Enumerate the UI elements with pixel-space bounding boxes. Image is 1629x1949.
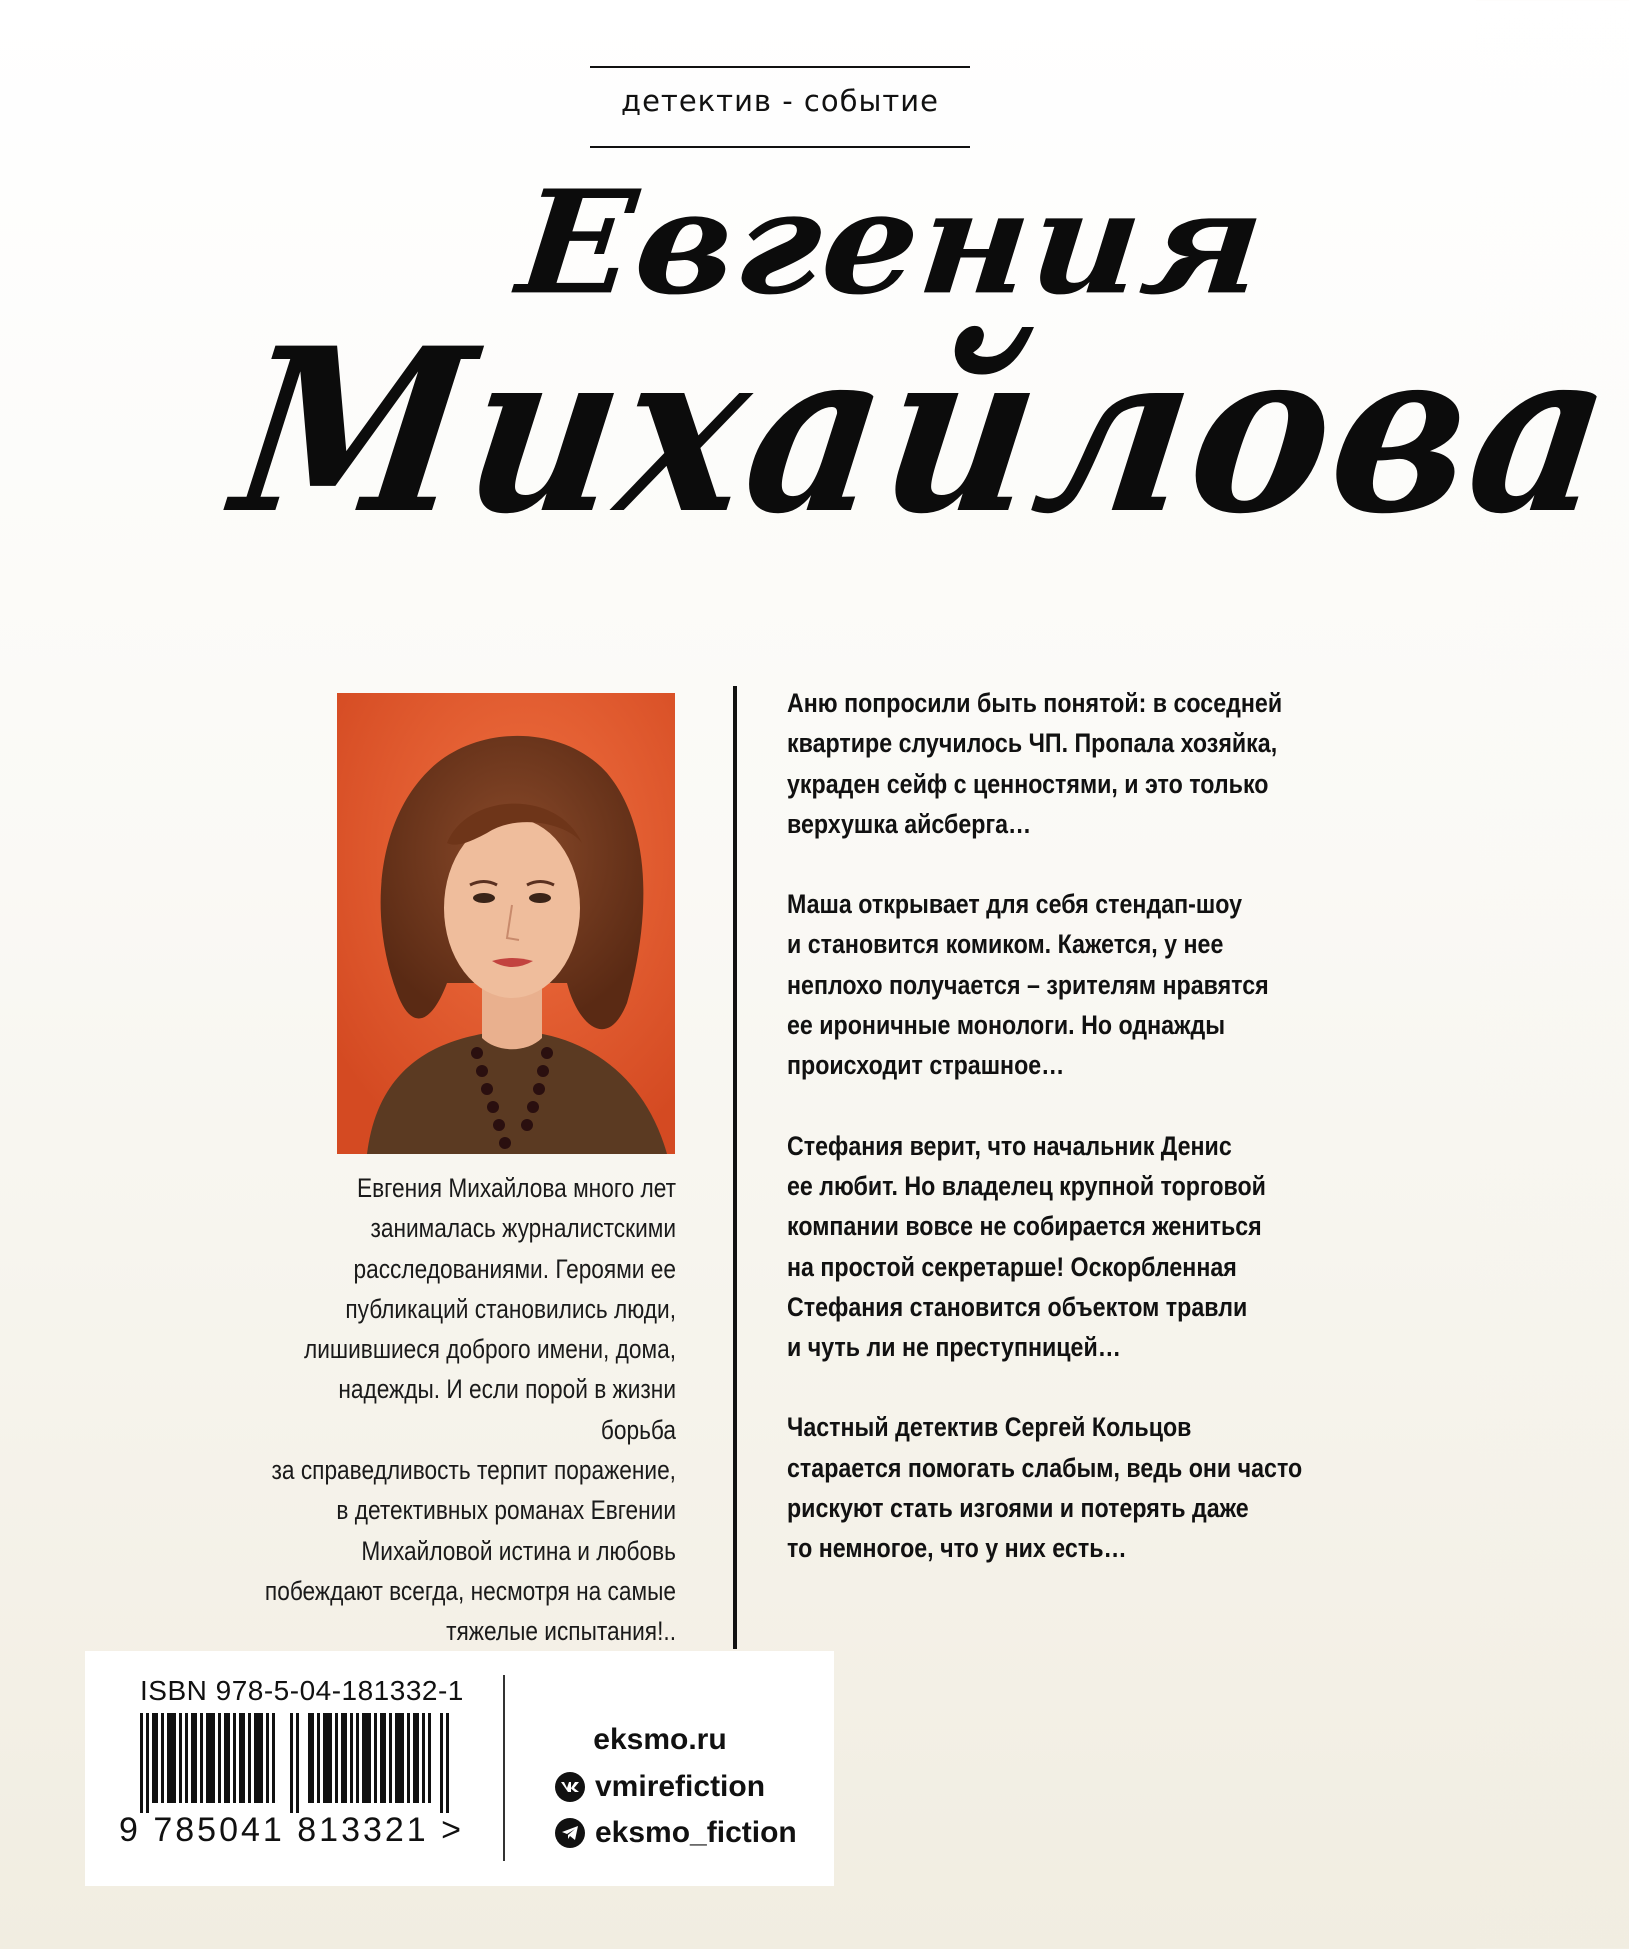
bio-line: лишившиеся доброго имени, дома, — [303, 1334, 676, 1365]
author-bio — [259, 1168, 676, 1652]
annotation-line: и становится комиком. Кажется, у нее — [787, 929, 1224, 960]
annotation-paragraph-3 — [787, 1126, 1329, 1368]
annotation-line: Маша открывает для себя стендап-шоу — [787, 889, 1243, 920]
bio-line: Евгения Михайлова много лет — [357, 1173, 676, 1203]
vk-link[interactable] — [555, 1769, 765, 1805]
annotation-line: на простой секретарше! Оскорбленная — [787, 1251, 1237, 1282]
genre-bottom-rule — [590, 146, 970, 148]
annotation-line: происходит страшное… — [787, 1050, 1065, 1081]
genre-label: детектив - событие — [621, 84, 939, 118]
annotation-line: Аню попросили быть понятой: в соседней — [787, 688, 1283, 718]
annotation-line: квартире случилось ЧП. Пропала хозяйка, — [787, 728, 1278, 759]
book-annotation — [787, 683, 1329, 1609]
annotation-line: то немногое, что у них есть… — [787, 1533, 1127, 1564]
telegram-link[interactable] — [555, 1815, 797, 1851]
annotation-line: Стефания становится объектом травли — [787, 1291, 1248, 1322]
bio-line: тяжелые испытания!.. — [446, 1616, 676, 1647]
panel-divider — [503, 1675, 505, 1861]
author-first-name: Евгения — [511, 159, 1274, 327]
annotation-line: верхушка айсберга… — [787, 808, 1032, 839]
telegram-icon — [555, 1818, 585, 1848]
bio-line: за справедливость терпит поражение, — [271, 1455, 676, 1486]
annotation-line: Частный детектив Сергей Кольцов — [787, 1412, 1192, 1443]
annotation-line: ее любит. Но владелец крупной торговой — [787, 1170, 1266, 1201]
bio-line: расследованиями. Героями ее — [353, 1253, 676, 1284]
barcode-digits: 9 785041 813321 > — [119, 1811, 465, 1849]
annotation-line: и чуть ли не преступницей… — [787, 1332, 1121, 1363]
telegram-handle: eksmo_fiction — [595, 1816, 797, 1849]
author-last-name: Михайлова — [221, 299, 1629, 564]
annotation-line: ее ироничные монологи. Но однажды — [787, 1010, 1226, 1041]
bio-line: в детективных романах Евгении — [336, 1495, 676, 1526]
annotation-line: Стефания верит, что начальник Денис — [787, 1130, 1232, 1161]
publisher-site-link[interactable]: eksmo.ru — [593, 1723, 727, 1756]
genre-top-rule — [590, 66, 970, 68]
barcode-image — [140, 1713, 450, 1813]
vk-handle: vmirefiction — [595, 1770, 766, 1803]
annotation-line: старается помогать слабым, ведь они часто — [787, 1452, 1303, 1483]
bio-line: занималась журналистскими — [370, 1213, 676, 1244]
annotation-paragraph-2 — [787, 884, 1329, 1085]
bio-line: публикаций становились люди, — [345, 1293, 676, 1324]
bio-line: Михайловой истина и любовь — [361, 1535, 676, 1566]
annotation-paragraph-4 — [787, 1407, 1329, 1568]
annotation-line: рискуют стать изгоями и потерять даже — [787, 1493, 1249, 1524]
column-divider — [733, 686, 737, 1649]
barcode-panel — [85, 1651, 834, 1886]
annotation-line: украден сейф с ценностями, и это только — [787, 768, 1269, 799]
annotation-paragraph-1 — [787, 683, 1329, 844]
annotation-line: компании вовсе не собирается жениться — [787, 1211, 1262, 1242]
vk-icon — [555, 1772, 585, 1802]
isbn-number: ISBN 978-5-04-181332-1 — [140, 1675, 464, 1706]
annotation-line: неплохо получается – зрителям нравятся — [787, 969, 1269, 1000]
author-photo — [337, 693, 675, 1154]
bio-line: надежды. И если порой в жизни борьба — [338, 1374, 676, 1445]
bio-line: побеждают всегда, несмотря на самые — [264, 1575, 676, 1606]
